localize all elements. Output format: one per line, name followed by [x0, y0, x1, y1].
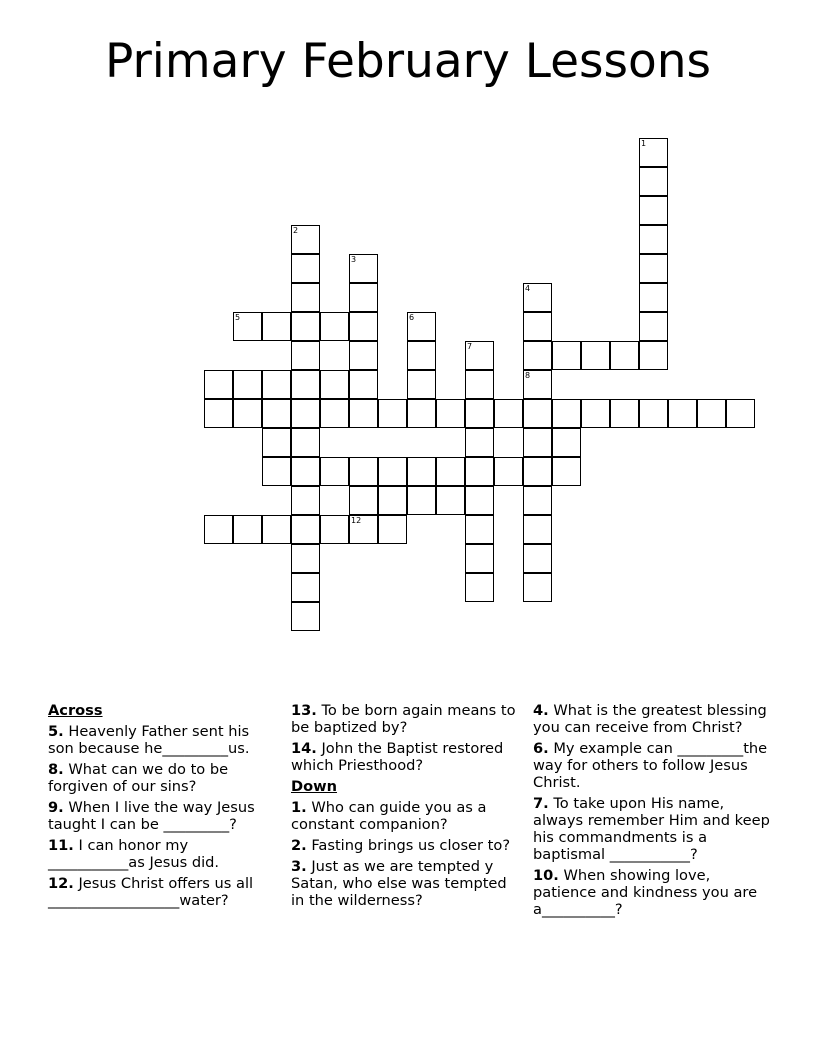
- grid-cell[interactable]: [523, 486, 552, 515]
- clue-number: 5: [235, 313, 241, 322]
- clue-item-number: 14.: [291, 740, 317, 757]
- clue-item-text: What can we do to be forgiven of our sins?: [48, 761, 229, 795]
- clue-item-number: 6.: [533, 740, 549, 757]
- clue-item-text: Jesus Christ offers us all __________________water?: [48, 875, 254, 909]
- clues-column-3: [533, 702, 773, 922]
- grid-cell[interactable]: [523, 573, 552, 602]
- grid-cell[interactable]: [320, 312, 349, 341]
- clue-item: [291, 837, 521, 854]
- grid-cell[interactable]: [639, 138, 668, 167]
- clue-item-text: Who can guide you as a constant companion?: [291, 799, 487, 833]
- grid-cell[interactable]: [291, 515, 320, 544]
- grid-cell[interactable]: [523, 341, 552, 370]
- grid-cell[interactable]: [494, 399, 523, 428]
- grid-cell[interactable]: [552, 399, 581, 428]
- clue-item-text: To be born again means to be baptized by?: [291, 702, 516, 736]
- grid-cell[interactable]: [349, 370, 378, 399]
- grid-cell[interactable]: [349, 254, 378, 283]
- grid-cell[interactable]: [639, 283, 668, 312]
- grid-cell[interactable]: [552, 341, 581, 370]
- grid-cell[interactable]: [378, 515, 407, 544]
- grid-cell[interactable]: [204, 515, 233, 544]
- grid-cell[interactable]: [262, 399, 291, 428]
- grid-cell[interactable]: [465, 428, 494, 457]
- grid-cell[interactable]: [407, 341, 436, 370]
- grid-cell[interactable]: [552, 428, 581, 457]
- grid-cell[interactable]: [436, 486, 465, 515]
- grid-cell[interactable]: [262, 515, 291, 544]
- clue-item-number: 3.: [291, 858, 307, 875]
- grid-cell[interactable]: [465, 370, 494, 399]
- clue-item: [291, 799, 521, 833]
- grid-cell[interactable]: [291, 573, 320, 602]
- across-heading: Across: [48, 702, 103, 719]
- grid-cell[interactable]: [291, 283, 320, 312]
- grid-cell[interactable]: [726, 399, 755, 428]
- grid-cell[interactable]: [291, 399, 320, 428]
- grid-cell[interactable]: [262, 457, 291, 486]
- clue-number: 2: [293, 226, 299, 235]
- grid-cell[interactable]: [697, 399, 726, 428]
- grid-cell[interactable]: [610, 399, 639, 428]
- clue-number: 4: [525, 284, 531, 293]
- grid-cell[interactable]: [378, 486, 407, 515]
- grid-cell[interactable]: [262, 370, 291, 399]
- grid-cell[interactable]: [436, 457, 465, 486]
- clue-item: [533, 795, 773, 863]
- grid-cell[interactable]: [291, 544, 320, 573]
- grid-cell[interactable]: [204, 370, 233, 399]
- clue-item-number: 12.: [48, 875, 74, 892]
- grid-cell[interactable]: [320, 457, 349, 486]
- grid-cell[interactable]: [639, 225, 668, 254]
- grid-cell[interactable]: [349, 283, 378, 312]
- grid-cell[interactable]: [291, 602, 320, 631]
- clue-item: [533, 702, 773, 736]
- clue-number: 8: [525, 371, 531, 380]
- grid-cell[interactable]: [639, 167, 668, 196]
- clue-item-number: 7.: [533, 795, 549, 812]
- grid-cell[interactable]: [378, 399, 407, 428]
- grid-cell[interactable]: [465, 457, 494, 486]
- clue-number: 3: [351, 255, 357, 264]
- grid-cell[interactable]: [291, 428, 320, 457]
- grid-cell[interactable]: [349, 486, 378, 515]
- grid-cell[interactable]: [465, 573, 494, 602]
- clue-item: [48, 799, 278, 833]
- down-heading: Down: [291, 778, 338, 795]
- grid-cell[interactable]: [639, 312, 668, 341]
- grid-cell[interactable]: [291, 254, 320, 283]
- grid-cell[interactable]: [523, 283, 552, 312]
- clue-item: [533, 867, 773, 918]
- clue-item-text: My example can _________the way for others to follow Jesus Christ.: [533, 740, 768, 791]
- grid-cell[interactable]: [465, 544, 494, 573]
- grid-cell[interactable]: [291, 486, 320, 515]
- grid-cell[interactable]: [465, 399, 494, 428]
- grid-cell[interactable]: [465, 515, 494, 544]
- clue-item: [48, 723, 278, 757]
- grid-cell[interactable]: [407, 457, 436, 486]
- clue-item-text: I can honor my ___________as Jesus did.: [48, 837, 220, 871]
- grid-cell[interactable]: [233, 515, 262, 544]
- grid-cell[interactable]: [262, 312, 291, 341]
- grid-cell[interactable]: [233, 370, 262, 399]
- clue-item: [533, 740, 773, 791]
- clue-item-number: 1.: [291, 799, 307, 816]
- clue-item-number: 13.: [291, 702, 317, 719]
- grid-cell[interactable]: [407, 312, 436, 341]
- grid-cell[interactable]: [291, 225, 320, 254]
- clue-item-text: John the Baptist restored which Priesthood?: [291, 740, 504, 774]
- clue-item-number: 8.: [48, 761, 64, 778]
- clue-item: [48, 837, 278, 871]
- grid-cell[interactable]: [291, 312, 320, 341]
- clue-item: [291, 702, 521, 736]
- grid-cell[interactable]: [639, 341, 668, 370]
- grid-cell[interactable]: [349, 515, 378, 544]
- grid-cell[interactable]: [523, 428, 552, 457]
- clue-item-number: 4.: [533, 702, 549, 719]
- grid-cell[interactable]: [349, 312, 378, 341]
- grid-cell[interactable]: [291, 341, 320, 370]
- clue-item: [291, 740, 521, 774]
- clue-item: [48, 761, 278, 795]
- grid-cell[interactable]: [523, 544, 552, 573]
- grid-cell[interactable]: [320, 370, 349, 399]
- grid-cell[interactable]: [523, 399, 552, 428]
- grid-cell[interactable]: [291, 457, 320, 486]
- clue-number: 1: [641, 139, 647, 148]
- grid-cell[interactable]: [349, 457, 378, 486]
- grid-cell[interactable]: [523, 312, 552, 341]
- clue-item-text: When I live the way Jesus taught I can be _________?: [48, 799, 255, 833]
- grid-cell[interactable]: [291, 370, 320, 399]
- clues-column-1: [48, 702, 278, 913]
- clue-item-number: 5.: [48, 723, 64, 740]
- grid-cell[interactable]: [407, 370, 436, 399]
- clue-item-number: 2.: [291, 837, 307, 854]
- clue-number: 7: [467, 342, 473, 351]
- grid-cell[interactable]: [610, 341, 639, 370]
- grid-cell[interactable]: [639, 254, 668, 283]
- grid-cell[interactable]: [639, 196, 668, 225]
- grid-cell[interactable]: [349, 399, 378, 428]
- clue-item-text: To take upon His name, always remember Him and keep his commandments is a baptismal ___________?: [533, 795, 770, 863]
- clue-item-number: 10.: [533, 867, 559, 884]
- grid-cell[interactable]: [552, 457, 581, 486]
- grid-cell[interactable]: [465, 486, 494, 515]
- clue-item-text: What is the greatest blessing you can receive from Christ?: [533, 702, 767, 736]
- clue-item-text: When showing love, patience and kindness you are a__________?: [533, 867, 758, 918]
- clue-item: [48, 875, 278, 909]
- grid-cell[interactable]: [523, 370, 552, 399]
- grid-cell[interactable]: [407, 399, 436, 428]
- grid-cell[interactable]: [581, 341, 610, 370]
- clue-number: 12: [351, 516, 362, 525]
- grid-cell[interactable]: [407, 486, 436, 515]
- grid-cell[interactable]: [233, 312, 262, 341]
- grid-cell[interactable]: [436, 399, 465, 428]
- grid-cell[interactable]: [320, 399, 349, 428]
- grid-cell[interactable]: [378, 457, 407, 486]
- grid-cell[interactable]: [523, 515, 552, 544]
- grid-cell[interactable]: [465, 341, 494, 370]
- clue-number: 6: [409, 313, 415, 322]
- grid-cell[interactable]: [523, 457, 552, 486]
- puzzle-title: Primary February Lessons: [104, 34, 712, 89]
- clue-item-text: Heavenly Father sent his son because he_________us.: [48, 723, 250, 757]
- grid-cell[interactable]: [581, 399, 610, 428]
- grid-cell[interactable]: [262, 428, 291, 457]
- clue-item: [291, 858, 521, 909]
- grid-cell[interactable]: [320, 515, 349, 544]
- clue-item-number: 11.: [48, 837, 74, 854]
- grid-cell[interactable]: [668, 399, 697, 428]
- clue-item-number: 9.: [48, 799, 64, 816]
- clue-item-text: Just as we are tempted y Satan, who else was tempted in the wilderness?: [291, 858, 507, 909]
- grid-cell[interactable]: [204, 399, 233, 428]
- grid-cell[interactable]: [349, 341, 378, 370]
- clue-item-text: Fasting brings us closer to?: [306, 837, 511, 854]
- grid-cell[interactable]: [233, 399, 262, 428]
- grid-cell[interactable]: [494, 457, 523, 486]
- grid-cell[interactable]: [639, 399, 668, 428]
- clues-column-2: [291, 702, 521, 913]
